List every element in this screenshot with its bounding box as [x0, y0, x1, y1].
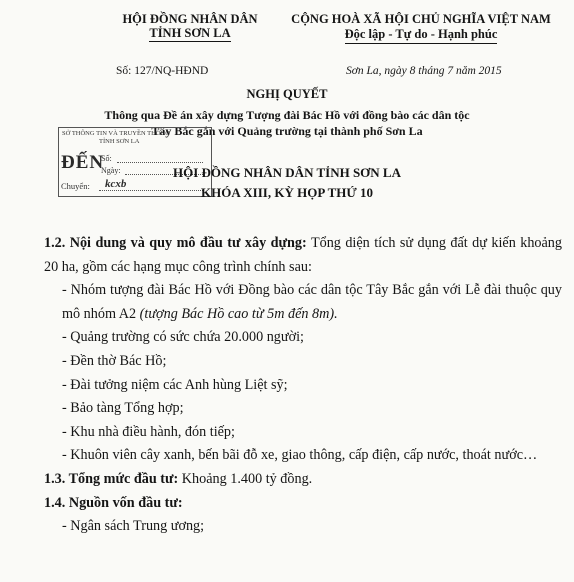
section-1-3-text: Khoảng 1.400 tỷ đồng.: [178, 470, 313, 487]
section-1-3: [14, 468, 562, 492]
national-heading: [276, 12, 566, 44]
national-motto: Độc lập - Tự do - Hạnh phúc: [345, 27, 498, 44]
council-name: HỘI ĐỒNG NHÂN DÂN TỈNH SƠN LA: [172, 165, 401, 180]
section-1-2: [14, 232, 562, 279]
item-1-note: (tượng Bác Hồ cao từ 5m đến 8m).: [139, 305, 338, 322]
issuing-authority: [95, 12, 285, 42]
stamp-den: ĐẾN: [61, 152, 105, 173]
section-1-3-heading: 1.3. Tổng mức đầu tư:: [44, 470, 179, 487]
list-item: - Ngân sách Trung ương;: [62, 518, 205, 535]
section-1-2-text: Tổng diện tích sử dụng đất dự kiến khoảng 20 ha, gồm các hạng mục công trình chính sau:: [44, 235, 562, 275]
stamp-so-label: Số:: [101, 154, 112, 163]
list-item: - Khuôn viên cây xanh, bến bãi đỗ xe, giao thông, cấp điện, cấp nước, thoát nước…: [62, 447, 538, 464]
list-item: - Đền thờ Bác Hồ;: [62, 352, 167, 369]
item-1-text: - Nhóm tượng đài Bác Hồ với Đồng bào các dân tộc Tây Bắc gắn với Lễ đài thuộc quy mô nhóm A2: [62, 282, 562, 322]
place-date: Sơn La, ngày 8 tháng 7 năm 2015: [346, 65, 502, 77]
national-name: CỘNG HOÀ XÃ HỘI CHỦ NGHĨA VIỆT NAM: [291, 12, 551, 26]
council-session: KHÓA XIII, KỲ HỌP THỨ 10: [201, 185, 373, 200]
document-number: Số: 127/NQ-HĐND: [116, 65, 209, 77]
subject-line1: Thông qua Đề án xây dựng Tượng đài Bác Hồ với đồng bào các dân tộc: [104, 108, 470, 122]
list-item: [14, 279, 562, 326]
issuing-authority-line2: TỈNH SƠN LA: [149, 26, 231, 40]
stamp-header-line1: SỞ THÔNG TIN VÀ TRUYỀN THÔNG: [62, 130, 170, 137]
subject-line2: Tây Bắc gắn với Quảng trường tại thành phố Sơn La: [151, 124, 423, 138]
list-item: - Đài tưởng niệm các Anh hùng Liệt sỹ;: [62, 376, 288, 393]
stamp-ngay-label: Ngày:: [101, 166, 121, 175]
document-title: NGHỊ QUYẾT: [246, 87, 328, 101]
list-item: - Bảo tàng Tổng hợp;: [62, 400, 184, 417]
stamp-so-rule: [117, 162, 203, 163]
section-1-4-heading: 1.4. Nguồn vốn đầu tư:: [44, 494, 183, 511]
section-1-2-heading: 1.2. Nội dung và quy mô đầu tư xây dựng:: [44, 235, 307, 251]
list-item: - Quảng trường có sức chứa 20.000 người;: [62, 329, 304, 346]
document-body: [14, 232, 562, 539]
issuing-authority-line1: HỘI ĐỒNG NHÂN DÂN: [122, 12, 258, 26]
stamp-header-line2: TỈNH SƠN LA: [99, 138, 140, 145]
list-item: - Khu nhà điều hành, đón tiếp;: [62, 423, 235, 440]
stamp-handwriting: kcxb: [105, 178, 127, 190]
stamp-chuyen-label: Chuyển:: [61, 181, 90, 191]
